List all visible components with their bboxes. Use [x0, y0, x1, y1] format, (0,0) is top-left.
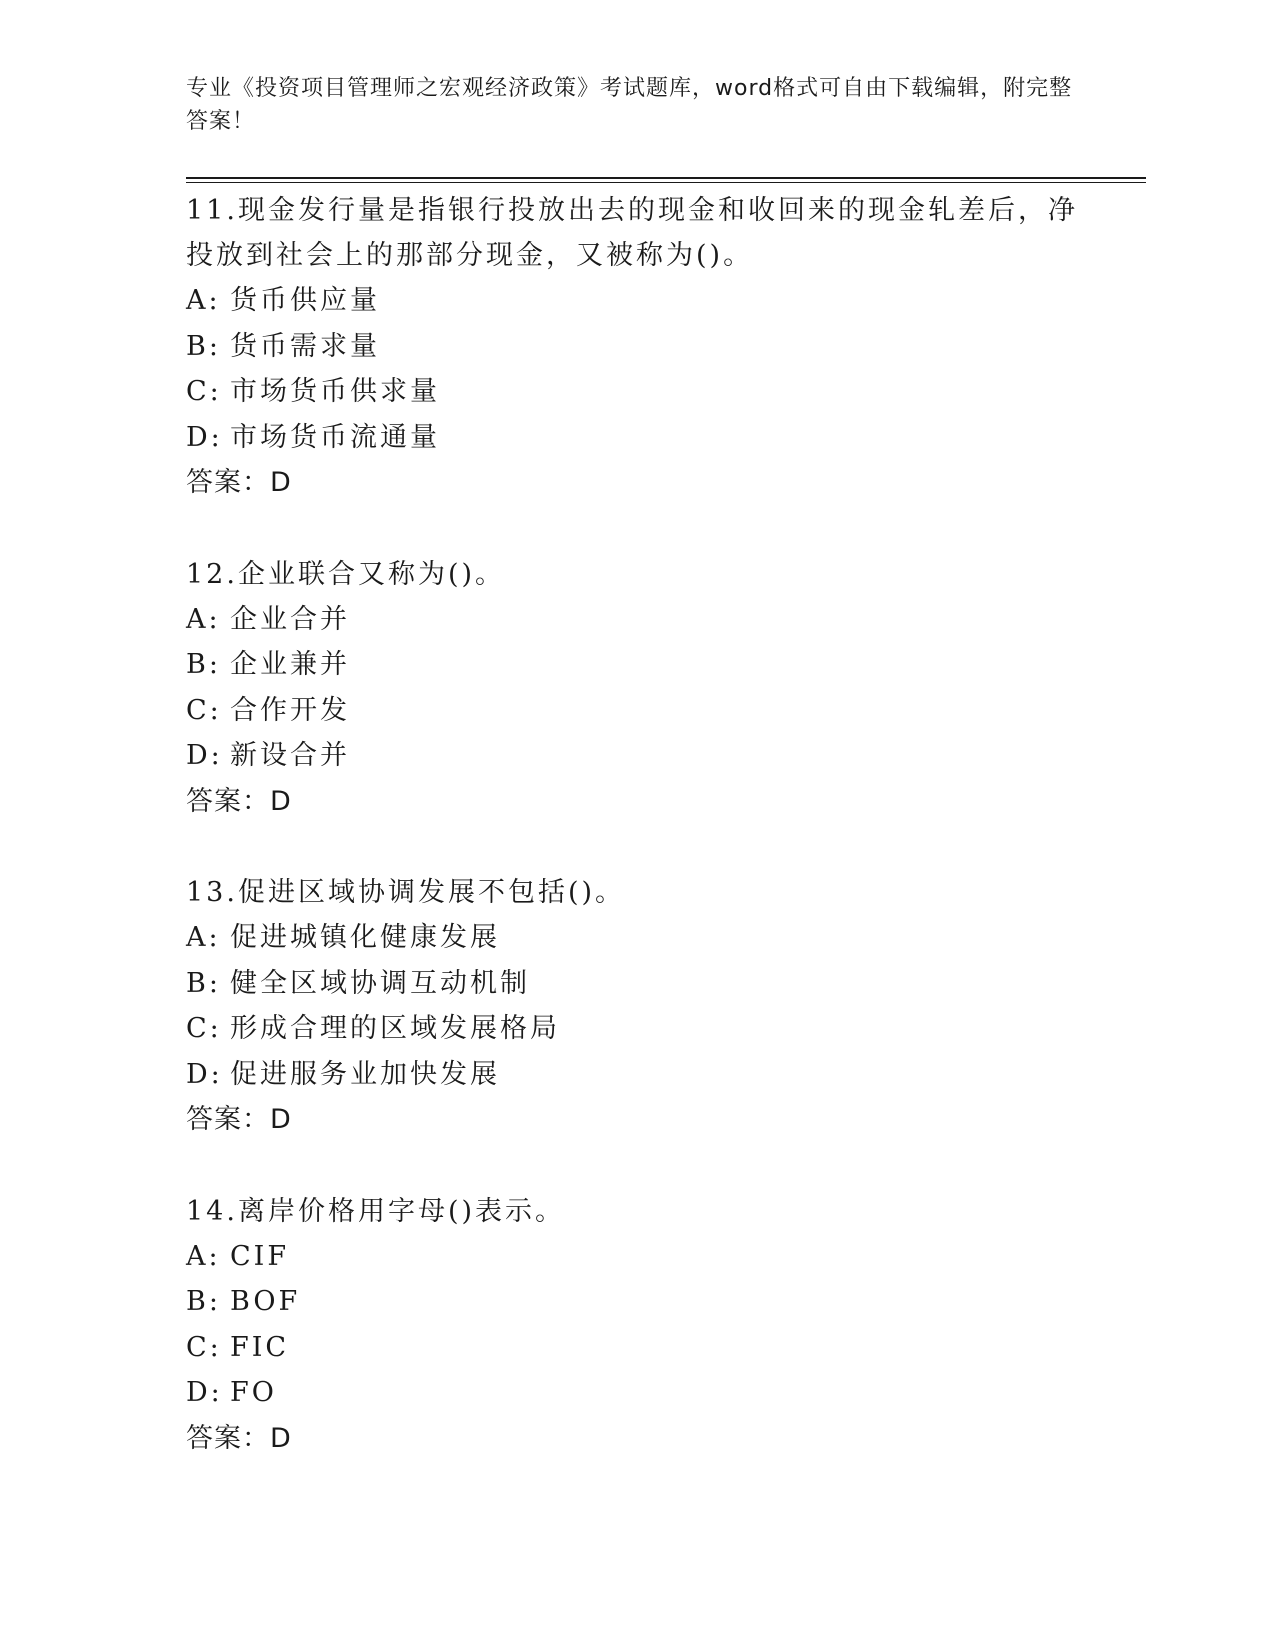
option-text: BOF [230, 1286, 301, 1317]
header-intro-text: 专业《投资项目管理师之宏观经济政策》考试题库，word格式可自由下载编辑，附完整答案！ [186, 76, 1073, 134]
option-c [186, 1006, 1086, 1052]
option-letter: C: [186, 694, 222, 726]
option-letter: B: [186, 1286, 221, 1317]
option-letter: C: [186, 1331, 222, 1363]
option-letter: D: [186, 1058, 223, 1090]
option-d [186, 1370, 1086, 1416]
question-title: 12.企业联合又称为()。 [186, 558, 506, 590]
option-letter: B: [186, 967, 221, 999]
question-title: 14.离岸价格用字母()表示。 [186, 1195, 566, 1227]
question-12 [186, 552, 1086, 825]
option-text: 货币供应量 [230, 285, 380, 316]
option-text: 市场货币供求量 [230, 376, 440, 407]
question-14 [186, 1189, 1086, 1462]
answer-line: 答案：D [186, 785, 292, 817]
question-title: 11.现金发行量是指银行投放出去的现金和收回来的现金轧差后，净投放到社会上的那部分现金，又被称为()。 [186, 195, 1078, 271]
header-divider-thick [186, 177, 1146, 179]
answer-line: 答案：D [186, 1422, 292, 1454]
option-letter: B: [186, 330, 221, 362]
question-13 [186, 870, 1086, 1143]
option-letter: B: [186, 649, 221, 680]
option-text: 促进服务业加快发展 [230, 1058, 500, 1090]
option-text: 货币需求量 [230, 330, 380, 362]
option-text: 市场货币流通量 [230, 421, 440, 453]
option-letter: A: [186, 922, 221, 953]
option-letter: D: [186, 1377, 223, 1408]
answer-line: 答案：D [186, 1104, 292, 1135]
option-a [186, 278, 1086, 324]
option-letter: D: [186, 421, 223, 453]
option-b [186, 1279, 1086, 1325]
question-title: 13.促进区域协调发展不包括()。 [186, 877, 626, 908]
option-text: 合作开发 [230, 694, 350, 726]
option-letter: D: [186, 740, 223, 771]
option-b [186, 324, 1086, 370]
option-text: 企业兼并 [230, 649, 350, 680]
option-c [186, 1325, 1086, 1371]
option-d [186, 1052, 1086, 1098]
option-c [186, 688, 1086, 734]
option-text: 形成合理的区域发展格局 [230, 1013, 560, 1044]
option-text: 企业合并 [230, 603, 350, 635]
option-d [186, 415, 1086, 461]
option-letter: C: [186, 376, 222, 407]
option-letter: A: [186, 603, 221, 635]
option-text: FO [230, 1377, 277, 1408]
option-b [186, 961, 1086, 1007]
option-text: FIC [230, 1331, 290, 1363]
option-c [186, 369, 1086, 415]
option-d [186, 733, 1086, 779]
option-text: 促进城镇化健康发展 [230, 922, 500, 953]
question-list [186, 188, 1086, 1507]
option-b [186, 642, 1086, 688]
header-divider-thin [186, 182, 1146, 183]
option-text: 新设合并 [230, 740, 350, 771]
option-a [186, 915, 1086, 961]
document-header [186, 72, 1086, 138]
option-letter: A: [186, 285, 221, 316]
option-text: CIF [230, 1240, 290, 1272]
option-letter: C: [186, 1013, 222, 1044]
option-text: 健全区域协调互动机制 [230, 967, 530, 999]
option-a [186, 597, 1086, 643]
answer-line: 答案：D [186, 467, 292, 498]
option-a [186, 1234, 1086, 1280]
option-letter: A: [186, 1240, 221, 1272]
question-11 [186, 188, 1086, 506]
